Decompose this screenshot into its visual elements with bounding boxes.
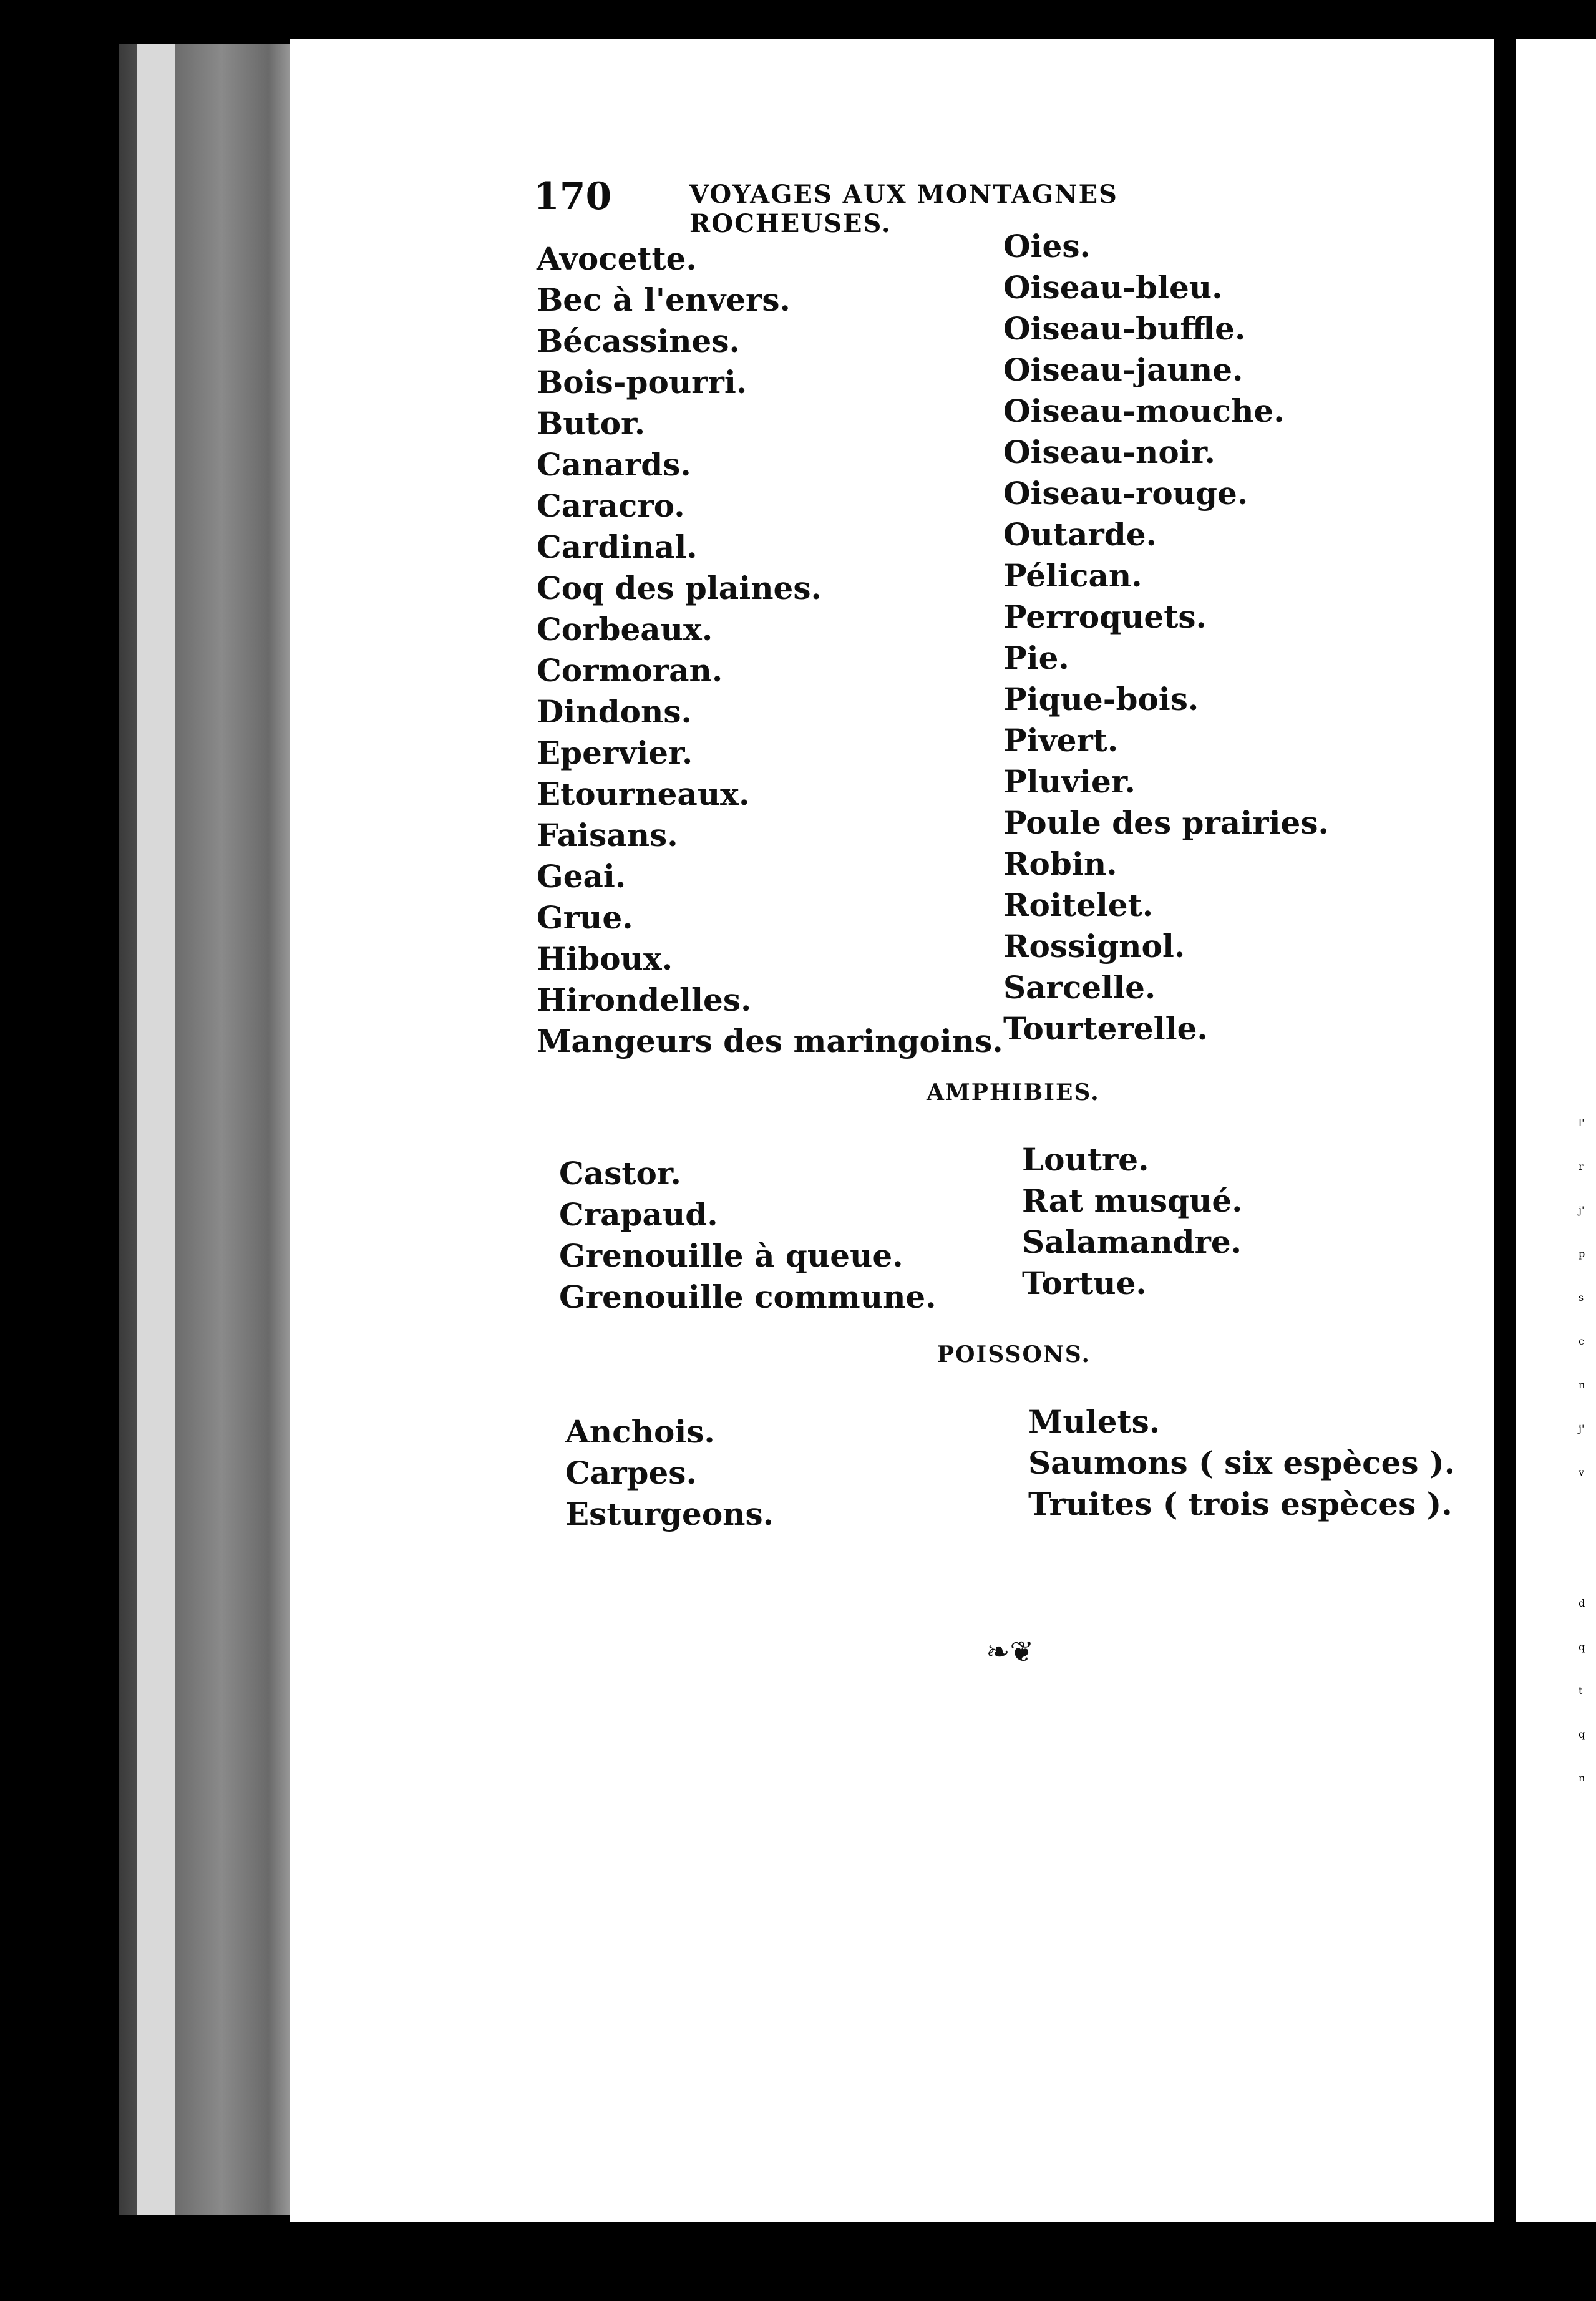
fish-list-item: Esturgeons.	[565, 1496, 774, 1532]
bird-list-item: Bec à l'envers.	[537, 281, 791, 318]
amphibian-list-item: Grenouille commune.	[559, 1278, 937, 1315]
birds-right-column	[1003, 226, 1329, 1049]
bird-list-item: Pique-bois.	[1003, 681, 1199, 718]
next-page-text-fragment: n	[1579, 1379, 1585, 1391]
bird-list-item: Corbeaux.	[537, 611, 713, 648]
bird-list-item: Pie.	[1003, 640, 1069, 676]
poissons-right-column	[1028, 1401, 1455, 1525]
bird-list-item: Oiseau-buffle.	[1003, 310, 1246, 347]
running-title: VOYAGES AUX MONTAGNES ROCHEUSES.	[689, 180, 1118, 238]
next-page-text-fragment: q	[1579, 1728, 1585, 1740]
bird-list-item: Bois-pourri.	[537, 364, 747, 401]
bird-list-item: Rossignol.	[1003, 928, 1185, 965]
next-page-text-fragment: n	[1579, 1772, 1585, 1784]
bird-list-item: Cardinal.	[537, 528, 698, 565]
bird-list-item: Outarde.	[1003, 516, 1157, 553]
bird-list-item: Epervier.	[537, 734, 693, 771]
bird-list-item: Poule des prairies.	[1003, 804, 1329, 841]
bird-list-item: Oiseau-noir.	[1003, 434, 1215, 470]
running-head	[533, 175, 1270, 238]
birds-left-column	[537, 238, 1003, 1062]
bird-list-item: Pélican.	[1003, 557, 1142, 594]
bird-list-item: Pivert.	[1003, 722, 1119, 759]
bird-list-item: Grue.	[537, 899, 633, 936]
bird-list-item: Hiboux.	[537, 940, 673, 977]
ornament-fleuron: ❧❦	[986, 1635, 1034, 1668]
bird-list-item: Mangeurs des maringoins.	[537, 1023, 1003, 1059]
bird-list-item: Avocette.	[537, 240, 697, 277]
amphibian-list-item: Rat musqué.	[1022, 1182, 1243, 1219]
amphibian-list-item: Tortue.	[1022, 1265, 1147, 1301]
bird-list-item: Tourterelle.	[1003, 1010, 1208, 1047]
bird-list-item: Oiseau-rouge.	[1003, 475, 1248, 512]
next-page-text-fragment: v	[1579, 1466, 1585, 1478]
bird-list-item: Butor.	[537, 405, 646, 442]
fish-list-item: Saumons ( six espèces ).	[1028, 1444, 1456, 1481]
bird-list-item: Sarcelle.	[1003, 969, 1156, 1006]
bird-list-item: Geai.	[537, 858, 626, 895]
next-page-text-fragment: p	[1579, 1248, 1585, 1260]
next-page-text-fragment: j'	[1579, 1204, 1585, 1216]
next-page-text-fragment: j'	[1579, 1423, 1585, 1434]
bird-list-item: Robin.	[1003, 845, 1117, 882]
amphibian-list-item: Castor.	[559, 1155, 681, 1192]
next-page-text-fragment: s	[1579, 1292, 1584, 1303]
bird-list-item: Etourneaux.	[537, 776, 750, 812]
bird-list-item: Oiseau-mouche.	[1003, 392, 1285, 429]
fish-list-item: Mulets.	[1028, 1403, 1161, 1440]
amphibies-heading: AMPHIBIES.	[927, 1079, 1100, 1106]
bird-list-item: Dindons.	[537, 693, 692, 730]
amphibian-list-item: Grenouille à queue.	[559, 1237, 903, 1274]
poissons-left-column	[565, 1411, 774, 1535]
bird-list-item: Coq des plaines.	[537, 570, 822, 606]
poissons-heading: POISSONS.	[937, 1341, 1091, 1368]
next-page-text-fragment: q	[1579, 1641, 1585, 1653]
amphibian-list-item: Salamandre.	[1022, 1223, 1242, 1260]
bird-list-item: Oiseau-bleu.	[1003, 269, 1223, 306]
page-edge	[137, 44, 175, 2215]
bird-list-item: Faisans.	[537, 817, 678, 854]
amphibies-left-column	[559, 1153, 937, 1318]
bird-list-item: Bécassines.	[537, 323, 740, 359]
amphibian-list-item: Crapaud.	[559, 1196, 718, 1233]
next-page-text-fragment: t	[1579, 1685, 1583, 1696]
bird-list-item: Oies.	[1003, 228, 1091, 265]
next-page-text-fragment: d	[1579, 1597, 1585, 1609]
next-page-text-fragment: r	[1579, 1160, 1584, 1172]
next-page-edge	[1516, 39, 1596, 2222]
bird-list-item: Canards.	[537, 446, 691, 483]
bird-list-item: Hirondelles.	[537, 981, 752, 1018]
bird-list-item: Cormoran.	[537, 652, 723, 689]
next-page-text-fragment: l'	[1579, 1117, 1585, 1129]
fish-list-item: Carpes.	[565, 1454, 697, 1491]
bird-list-item: Oiseau-jaune.	[1003, 351, 1243, 388]
amphibian-list-item: Loutre.	[1022, 1141, 1149, 1178]
bird-list-item: Perroquets.	[1003, 598, 1207, 635]
bird-list-item: Roitelet.	[1003, 887, 1154, 923]
next-page-text-fragment: c	[1579, 1335, 1584, 1347]
amphibies-right-column	[1022, 1139, 1243, 1304]
bird-list-item: Pluvier.	[1003, 763, 1136, 800]
bird-list-item: Caracro.	[537, 487, 685, 524]
fish-list-item: Anchois.	[565, 1413, 715, 1450]
fish-list-item: Truites ( trois espèces ).	[1028, 1486, 1452, 1522]
page-number: 170	[533, 175, 612, 218]
